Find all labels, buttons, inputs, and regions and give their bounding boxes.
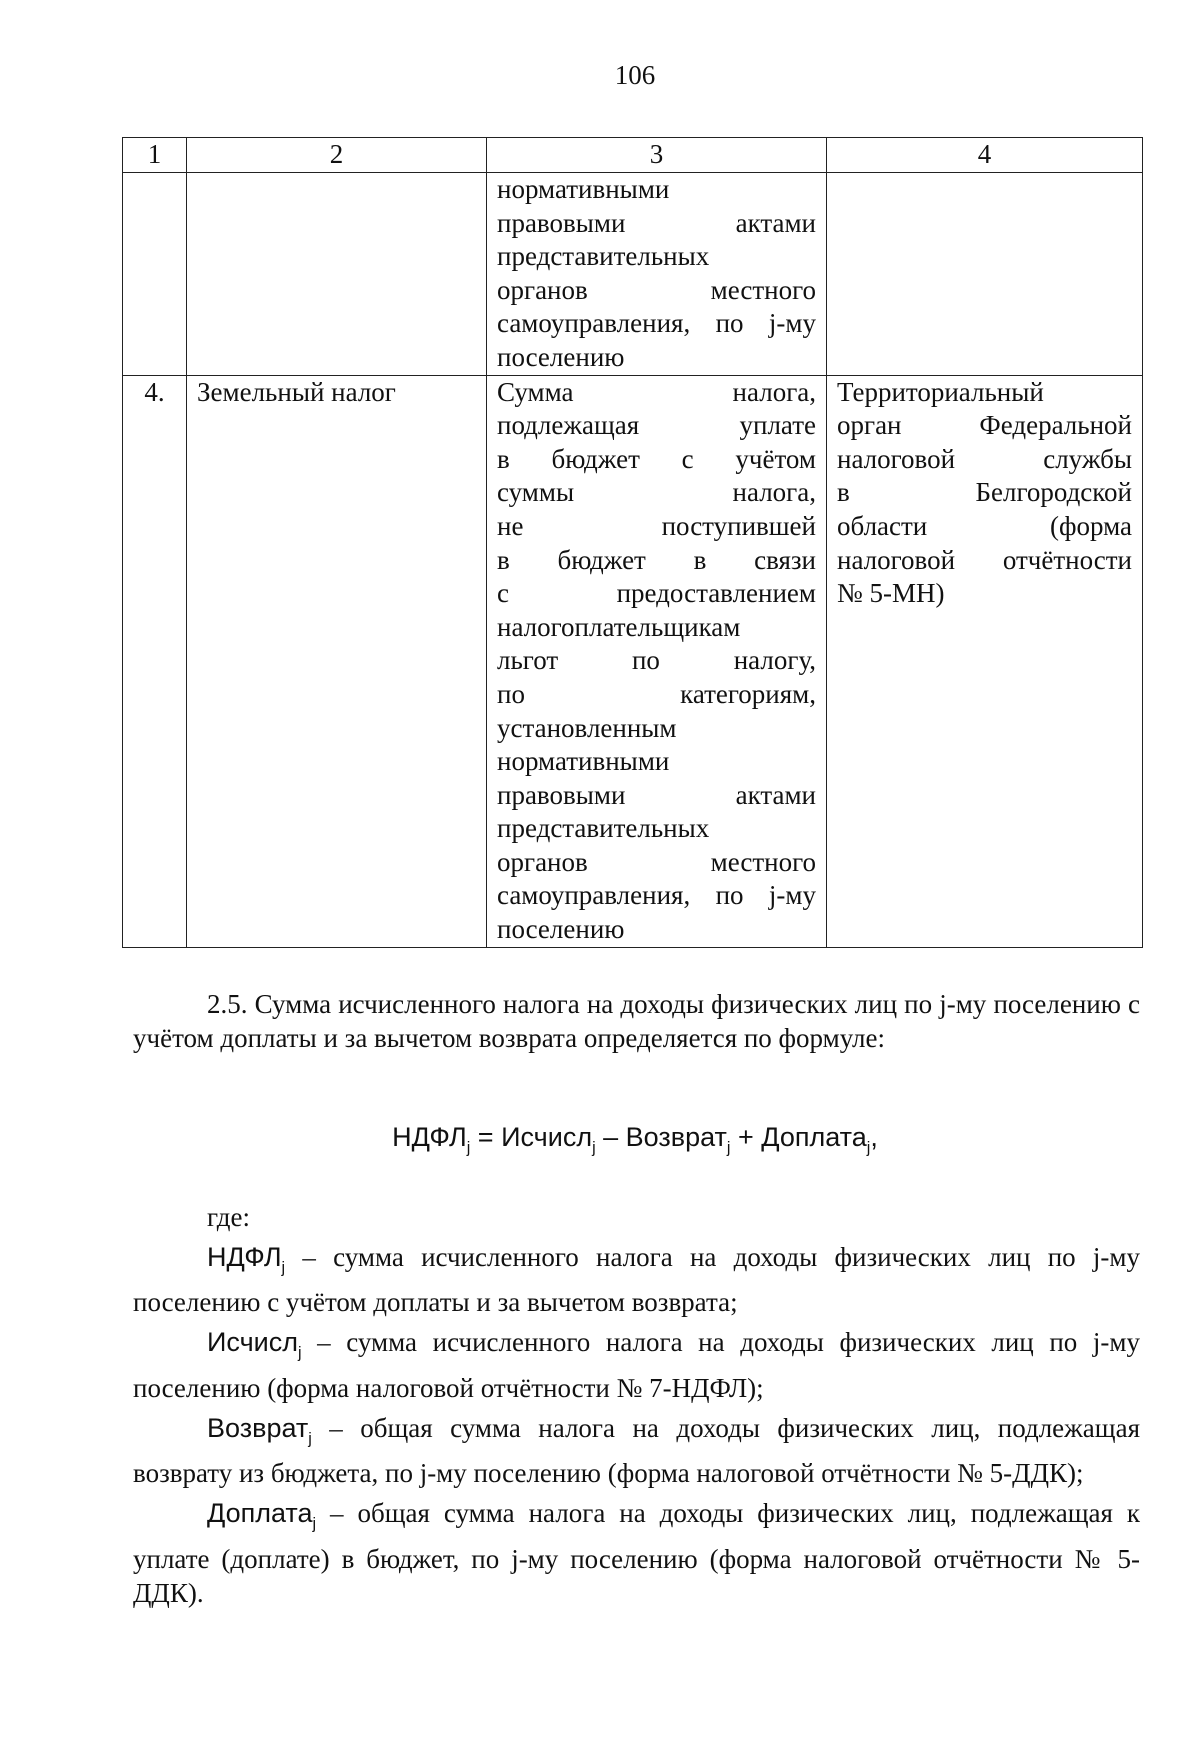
definition-text: – сумма исчисленного налога на доходы физических лиц по j-му поселению с учётом доплаты и за вычетом возврата; bbox=[133, 1242, 1140, 1318]
header-col-3: 3 bbox=[487, 138, 827, 173]
section-intro: 2.5. Сумма исчисленного налога на доходы физических лиц по j-му поселению с учётом доплаты и за вычетом возврата определяется по формуле: bbox=[133, 989, 1140, 1053]
definition-item bbox=[133, 1411, 1140, 1490]
text-line: налоговой отчётности bbox=[837, 544, 1132, 575]
text-line: области (форма bbox=[837, 510, 1132, 541]
text-line: суммы налога, bbox=[497, 477, 816, 508]
header-col-2: 2 bbox=[187, 138, 487, 173]
definition-text: – общая сумма налога на доходы физических лиц, подлежащая возврату из бюджета, по j-му поселению (форма налоговой отчётности № 5-ДДК); bbox=[133, 1412, 1140, 1489]
text-line: представительных bbox=[497, 241, 710, 272]
cell-empty bbox=[187, 173, 487, 376]
text-line: нормативными bbox=[497, 746, 670, 777]
text-line: льгот по налогу, bbox=[497, 645, 816, 676]
text-line: поселению bbox=[497, 341, 625, 372]
text-line: № 5-МН) bbox=[837, 578, 945, 609]
formula-plus: + bbox=[730, 1122, 762, 1152]
text-line: налогоплательщикам bbox=[497, 611, 741, 642]
definition-sub: j bbox=[308, 1430, 312, 1448]
definition-term: Возврат bbox=[207, 1412, 309, 1443]
formula-eq: = bbox=[470, 1122, 502, 1152]
definition-term: Исчисл bbox=[207, 1327, 299, 1358]
text-line: подлежащая уплате bbox=[497, 410, 816, 441]
table-row-continued bbox=[123, 173, 1143, 376]
where-label: где: bbox=[207, 1202, 250, 1232]
definition-sub: j bbox=[281, 1259, 286, 1277]
formula-minus: – bbox=[595, 1122, 626, 1152]
cell-source bbox=[827, 375, 1143, 947]
definition-sub: j bbox=[312, 1515, 317, 1533]
formula-sub: j bbox=[866, 1139, 871, 1157]
formula-sub: j bbox=[592, 1139, 596, 1157]
definition-sub: j bbox=[298, 1344, 302, 1362]
table-header-row bbox=[123, 138, 1143, 173]
definition-term: Доплата bbox=[207, 1498, 313, 1529]
text-line: установленным bbox=[497, 712, 677, 743]
text-line: правовыми актами bbox=[497, 207, 816, 238]
text-line: поселению bbox=[497, 914, 625, 945]
text-line: самоуправления, по j-му bbox=[497, 880, 816, 911]
text-line: в Белгородской bbox=[837, 477, 1132, 508]
formula-ndfl: НДФЛ bbox=[392, 1122, 467, 1152]
text-line: налоговой службы bbox=[837, 443, 1132, 474]
formula-sub: j bbox=[726, 1139, 731, 1157]
definition-text: – сумма исчисленного налога на доходы физических лиц по j-му поселению (форма налоговой отчётности № 7-НДФЛ); bbox=[133, 1327, 1140, 1403]
formula-sub: j bbox=[466, 1139, 471, 1157]
header-col-1: 1 bbox=[123, 138, 187, 173]
formula-vozvrat: Возврат bbox=[625, 1122, 727, 1152]
text-line: органов местного bbox=[497, 274, 816, 305]
text-line: самоуправления, по j-му bbox=[497, 308, 816, 339]
definition-text: – общая сумма налога на доходы физических лиц, подлежащая к уплате (доплате) в бюджет, по j-му поселению (форма налоговой отчётности № 5-ДДК). bbox=[133, 1498, 1140, 1608]
definition-item bbox=[133, 1325, 1140, 1404]
text-line: по категориям, bbox=[497, 678, 816, 709]
definition-item bbox=[133, 1240, 1140, 1319]
formula-ischisl: Исчисл bbox=[501, 1122, 593, 1152]
tax-table bbox=[122, 137, 1143, 948]
text-line: в бюджет с учётом bbox=[497, 443, 816, 474]
text-line: органов местного bbox=[497, 846, 816, 877]
header-col-4: 4 bbox=[827, 138, 1143, 173]
text-line: в бюджет в связи bbox=[497, 544, 816, 575]
text-line: правовыми актами bbox=[497, 779, 816, 810]
cell-empty bbox=[123, 173, 187, 376]
text-line: Сумма налога, bbox=[497, 376, 816, 407]
definitions-block bbox=[133, 1200, 1140, 1610]
text-line: представительных bbox=[497, 813, 710, 844]
section-intro-block bbox=[133, 987, 1140, 1055]
cell-empty bbox=[827, 173, 1143, 376]
formula-tail: , bbox=[870, 1122, 878, 1152]
definition-term: НДФЛ bbox=[207, 1242, 282, 1272]
cell-description bbox=[487, 173, 827, 376]
cell-description bbox=[487, 375, 827, 947]
text-line: орган Федеральной bbox=[837, 410, 1132, 441]
row-number: 4. bbox=[123, 375, 187, 947]
definition-item bbox=[133, 1496, 1140, 1609]
text-line: нормативными bbox=[497, 174, 670, 204]
tax-name: Земельный налог bbox=[187, 375, 487, 947]
formula-doplata: Доплата bbox=[761, 1122, 867, 1152]
text-line: Территориальный bbox=[837, 376, 1044, 407]
text-line: не поступившей bbox=[497, 510, 816, 541]
formula bbox=[0, 1122, 1200, 1157]
page-number: 106 bbox=[614, 60, 656, 90]
text-line: с предоставлением bbox=[497, 578, 816, 609]
table-row bbox=[123, 375, 1143, 947]
